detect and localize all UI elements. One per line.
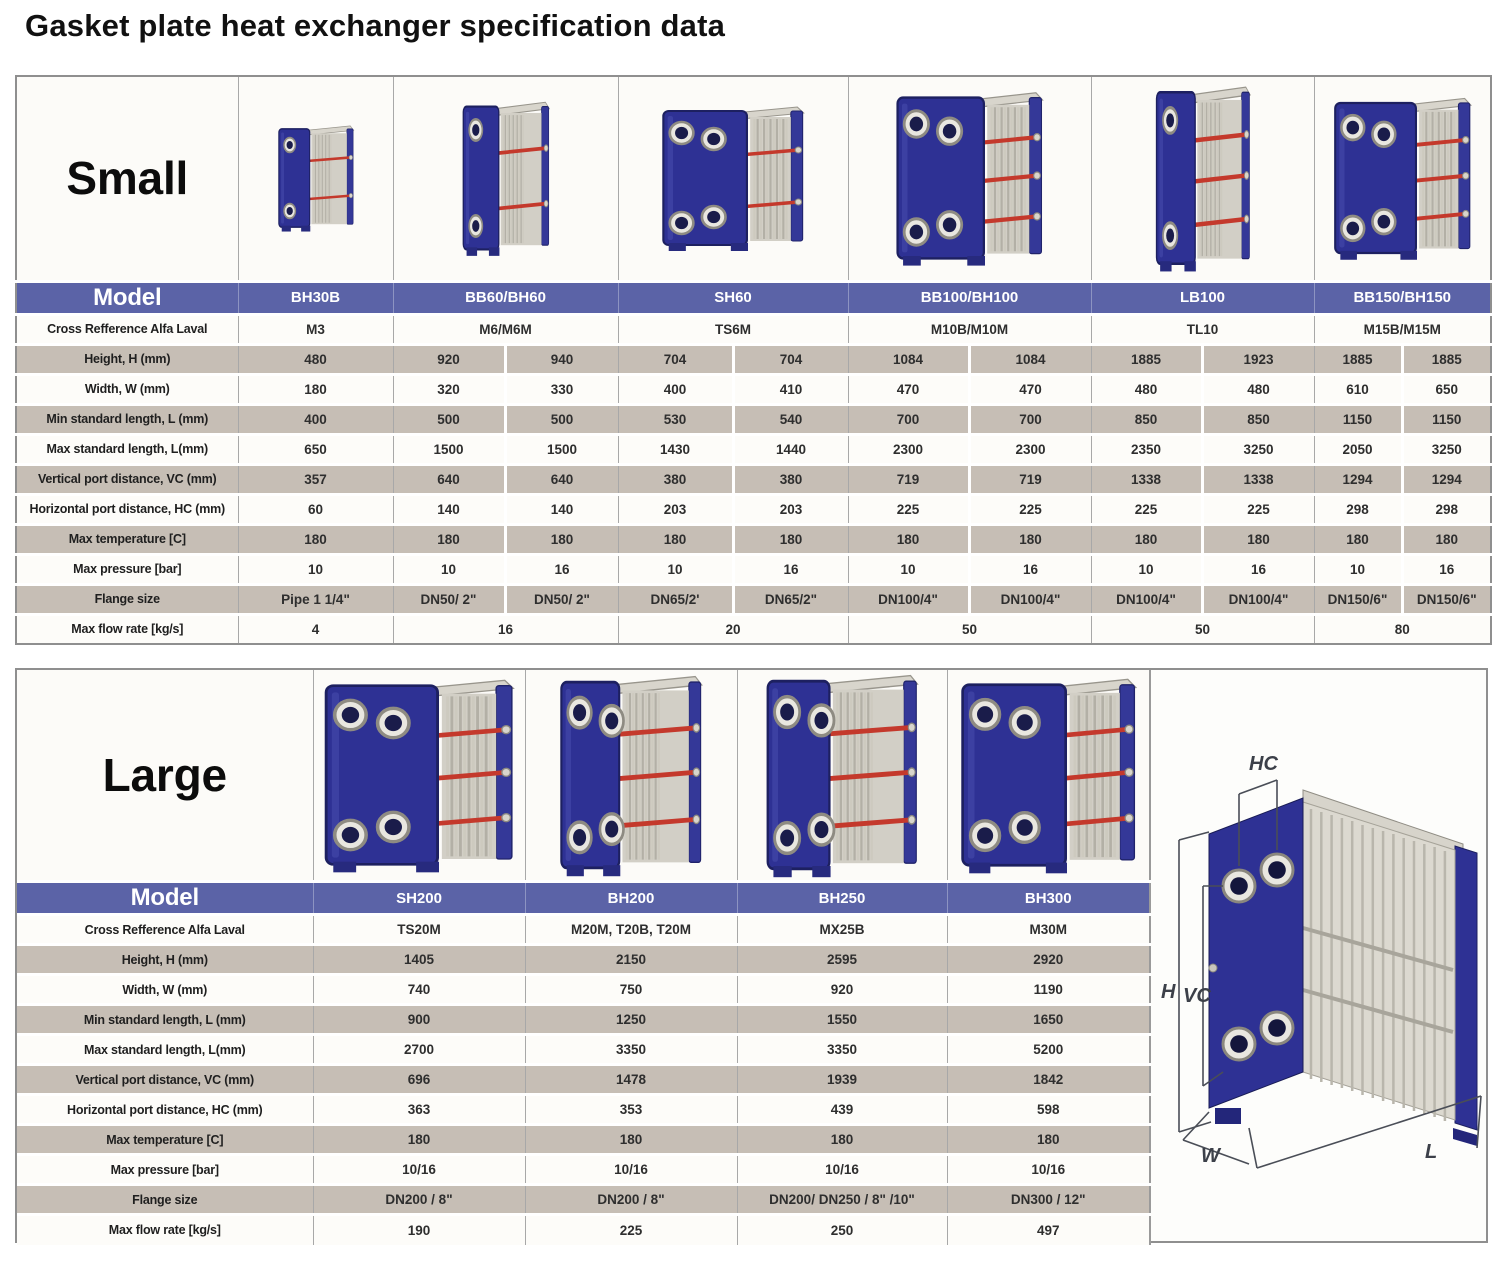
spec-row [17, 1035, 1150, 1065]
spec-value: 480 [1091, 374, 1202, 404]
row-label: Horizontal port distance, HC (mm) [16, 494, 238, 524]
spec-value: 1430 [618, 434, 733, 464]
spec-value: 225 [848, 494, 969, 524]
spec-value: 5200 [947, 1035, 1150, 1065]
spec-value: 719 [969, 464, 1091, 494]
spec-row [16, 374, 1491, 404]
spec-value: 500 [393, 404, 505, 434]
spec-value: 10 [238, 554, 393, 584]
spec-value: 10/16 [947, 1155, 1150, 1185]
spec-value: 400 [618, 374, 733, 404]
row-label: Max temperature [C] [17, 1125, 313, 1155]
product-photo-BH30B [238, 76, 393, 281]
spec-value: 640 [505, 464, 618, 494]
spec-row [17, 1185, 1150, 1215]
spec-value: 140 [505, 494, 618, 524]
spec-value: 1084 [848, 344, 969, 374]
spec-value: 530 [618, 404, 733, 434]
small-spec-table [15, 75, 1492, 645]
spec-value: 470 [969, 374, 1091, 404]
spec-value: 920 [737, 975, 947, 1005]
diagram-label-l: L [1424, 1140, 1437, 1163]
heat-exchanger-illustration [1153, 82, 1253, 274]
spec-value: 598 [947, 1095, 1150, 1125]
spec-value: 497 [947, 1215, 1150, 1245]
spec-value: 2920 [947, 945, 1150, 975]
spec-value: 10 [1314, 554, 1402, 584]
spec-value: 3350 [737, 1035, 947, 1065]
spec-value: 850 [1202, 404, 1314, 434]
spec-row [16, 524, 1491, 554]
spec-value: 2300 [848, 434, 969, 464]
row-label: Max pressure [bar] [17, 1155, 313, 1185]
diagram-label-w: W [1200, 1144, 1220, 1167]
spec-value: DN150/6" [1314, 584, 1402, 614]
row-label: Max temperature [C] [16, 524, 238, 554]
row-label: Width, W (mm) [16, 374, 238, 404]
spec-value: 1885 [1314, 344, 1402, 374]
spec-value: 1923 [1202, 344, 1314, 374]
product-photo-BH300 [947, 670, 1150, 882]
spec-value: 298 [1314, 494, 1402, 524]
large-section [15, 668, 1488, 1243]
spec-value: 180 [238, 524, 393, 554]
heat-exchanger-illustration [892, 88, 1047, 268]
model-header: BH200 [525, 882, 737, 915]
row-label: Horizontal port distance, HC (mm) [17, 1095, 313, 1125]
spec-value: 180 [505, 524, 618, 554]
row-label: Min standard length, L (mm) [16, 404, 238, 434]
spec-value: 16 [969, 554, 1091, 584]
spec-value: 1294 [1314, 464, 1402, 494]
spec-value: 610 [1314, 374, 1402, 404]
dimension-diagram [1151, 670, 1486, 1241]
spec-value: 330 [505, 374, 618, 404]
model-header: BB60/BH60 [393, 281, 618, 314]
spec-value: 1842 [947, 1065, 1150, 1095]
spec-row [16, 404, 1491, 434]
spec-value: 1150 [1314, 404, 1402, 434]
spec-value: 10/16 [525, 1155, 737, 1185]
spec-value: 3250 [1402, 434, 1491, 464]
spec-value: DN65/2" [733, 584, 848, 614]
spec-value: 1500 [393, 434, 505, 464]
spec-value: M20M, T20B, T20M [525, 915, 737, 945]
spec-row [16, 614, 1491, 644]
product-photo-BB100/BH100 [848, 76, 1091, 281]
spec-value: 320 [393, 374, 505, 404]
row-label: Max standard length, L(mm) [17, 1035, 313, 1065]
spec-value: 50 [848, 614, 1091, 644]
spec-value: 1294 [1402, 464, 1491, 494]
spec-value: 704 [618, 344, 733, 374]
spec-row [16, 314, 1491, 344]
spec-value: 1500 [505, 434, 618, 464]
spec-value: DN65/2' [618, 584, 733, 614]
spec-value: 2300 [969, 434, 1091, 464]
spec-value: 439 [737, 1095, 947, 1125]
spec-value: 740 [313, 975, 525, 1005]
spec-value: 1939 [737, 1065, 947, 1095]
spec-value: 410 [733, 374, 848, 404]
spec-value: 16 [505, 554, 618, 584]
spec-row [16, 344, 1491, 374]
spec-value: 180 [525, 1125, 737, 1155]
heat-exchanger-illustration [319, 675, 519, 875]
row-label: Max flow rate [kg/s] [17, 1215, 313, 1245]
spec-value: 2150 [525, 945, 737, 975]
row-label: Max flow rate [kg/s] [16, 614, 238, 644]
heat-exchanger-illustration [556, 671, 706, 879]
spec-value: 1478 [525, 1065, 737, 1095]
model-header: LB100 [1091, 281, 1314, 314]
spec-value: 719 [848, 464, 969, 494]
spec-row [17, 975, 1150, 1005]
model-header-row [17, 882, 1150, 915]
dimension-diagram-svg [1153, 740, 1485, 1172]
spec-value: 1550 [737, 1005, 947, 1035]
spec-value: 203 [733, 494, 848, 524]
row-label: Flange size [16, 584, 238, 614]
product-photo-row [16, 76, 1491, 281]
spec-value: 750 [525, 975, 737, 1005]
spec-value: M15B/M15M [1314, 314, 1491, 344]
spec-value: 10 [848, 554, 969, 584]
spec-value: 1150 [1402, 404, 1491, 434]
page-title: Gasket plate heat exchanger specification data [25, 8, 726, 43]
product-photo-row [17, 670, 1150, 882]
spec-row [17, 1005, 1150, 1035]
diagram-label-vc: VC [1182, 984, 1211, 1007]
spec-value: 50 [1091, 614, 1314, 644]
model-header: BH250 [737, 882, 947, 915]
spec-value: 140 [393, 494, 505, 524]
spec-value: 16 [733, 554, 848, 584]
spec-value: 696 [313, 1065, 525, 1095]
spec-value: 470 [848, 374, 969, 404]
spec-value: 180 [969, 524, 1091, 554]
spec-value: DN50/ 2" [393, 584, 505, 614]
spec-row [16, 464, 1491, 494]
section-label-small: Small [16, 76, 238, 281]
spec-value: 10 [618, 554, 733, 584]
row-label: Flange size [17, 1185, 313, 1215]
large-spec-table [17, 670, 1151, 1245]
spec-value: M6/M6M [393, 314, 618, 344]
spec-value: 16 [1402, 554, 1491, 584]
model-header: BH30B [238, 281, 393, 314]
spec-value: 1338 [1202, 464, 1314, 494]
spec-value: 1405 [313, 945, 525, 975]
spec-row [17, 1125, 1150, 1155]
heat-exchanger-illustration [1330, 94, 1475, 262]
spec-value: 16 [1202, 554, 1314, 584]
spec-value: 1338 [1091, 464, 1202, 494]
spec-value: M3 [238, 314, 393, 344]
spec-value: 2595 [737, 945, 947, 975]
spec-value: 180 [1202, 524, 1314, 554]
spec-value: DN200/ DN250 / 8" /10" [737, 1185, 947, 1215]
spec-value: DN50/ 2" [505, 584, 618, 614]
spec-value: 1440 [733, 434, 848, 464]
row-label: Height, H (mm) [16, 344, 238, 374]
spec-value: 650 [238, 434, 393, 464]
spec-value: 700 [969, 404, 1091, 434]
spec-value: 180 [313, 1125, 525, 1155]
heat-exchanger-illustration [956, 674, 1141, 876]
spec-value: TL10 [1091, 314, 1314, 344]
spec-row [16, 494, 1491, 524]
spec-value: 480 [238, 344, 393, 374]
product-photo-BH250 [737, 670, 947, 882]
spec-value: 190 [313, 1215, 525, 1245]
spec-row [16, 584, 1491, 614]
spec-value: 180 [1091, 524, 1202, 554]
section-label-large: Large [17, 670, 313, 882]
spec-value: 1650 [947, 1005, 1150, 1035]
model-header: BB100/BH100 [848, 281, 1091, 314]
model-header: SH200 [313, 882, 525, 915]
row-label: Height, H (mm) [17, 945, 313, 975]
spec-value: DN100/4" [1091, 584, 1202, 614]
spec-value: 1084 [969, 344, 1091, 374]
spec-value: 1250 [525, 1005, 737, 1035]
spec-value: 250 [737, 1215, 947, 1245]
spec-value: TS20M [313, 915, 525, 945]
heat-exchanger-illustration [658, 103, 808, 253]
spec-row [17, 1155, 1150, 1185]
spec-row [17, 915, 1150, 945]
row-label: Width, W (mm) [17, 975, 313, 1005]
spec-value: 10/16 [737, 1155, 947, 1185]
spec-value: 1885 [1402, 344, 1491, 374]
spec-value: DN100/4" [1202, 584, 1314, 614]
model-header-row [16, 281, 1491, 314]
spec-value: 704 [733, 344, 848, 374]
spec-value: 4 [238, 614, 393, 644]
row-label: Vertical port distance, VC (mm) [17, 1065, 313, 1095]
spec-value: 10 [1091, 554, 1202, 584]
product-photo-BH200 [525, 670, 737, 882]
spec-value: 180 [238, 374, 393, 404]
spec-value: 180 [947, 1125, 1150, 1155]
spec-value: TS6M [618, 314, 848, 344]
spec-value: DN150/6" [1402, 584, 1491, 614]
spec-value: 2700 [313, 1035, 525, 1065]
spec-value: MX25B [737, 915, 947, 945]
spec-value: 400 [238, 404, 393, 434]
spec-value: 225 [1202, 494, 1314, 524]
spec-row [17, 1065, 1150, 1095]
spec-value: 380 [733, 464, 848, 494]
row-label: Min standard length, L (mm) [17, 1005, 313, 1035]
spec-value: 500 [505, 404, 618, 434]
spec-value: 10 [393, 554, 505, 584]
spec-value: 16 [393, 614, 618, 644]
heat-exchanger-illustration [460, 98, 552, 258]
product-photo-BB150/BH150 [1314, 76, 1491, 281]
spec-value: 180 [618, 524, 733, 554]
spec-value: 380 [618, 464, 733, 494]
model-row-label: Model [16, 281, 238, 314]
row-label: Cross Refference Alfa Laval [16, 314, 238, 344]
spec-value: 900 [313, 1005, 525, 1035]
row-label: Max pressure [bar] [16, 554, 238, 584]
model-header: SH60 [618, 281, 848, 314]
spec-value: 20 [618, 614, 848, 644]
spec-value: M10B/M10M [848, 314, 1091, 344]
spec-value: 540 [733, 404, 848, 434]
diagram-label-hc: HC [1248, 752, 1278, 775]
spec-value: DN200 / 8" [313, 1185, 525, 1215]
spec-row [16, 554, 1491, 584]
spec-value: 203 [618, 494, 733, 524]
spec-value: DN300 / 12" [947, 1185, 1150, 1215]
spec-value: 180 [393, 524, 505, 554]
row-label: Vertical port distance, VC (mm) [16, 464, 238, 494]
row-label: Max standard length, L(mm) [16, 434, 238, 464]
product-photo-BB60/BH60 [393, 76, 618, 281]
spec-value: 640 [393, 464, 505, 494]
heat-exchanger-illustration [762, 670, 922, 880]
spec-value: 920 [393, 344, 505, 374]
spec-value: 225 [969, 494, 1091, 524]
spec-value: 60 [238, 494, 393, 524]
spec-value: 1190 [947, 975, 1150, 1005]
spec-value: 940 [505, 344, 618, 374]
spec-value: 2350 [1091, 434, 1202, 464]
spec-value: 180 [848, 524, 969, 554]
diagram-label-h: H [1160, 980, 1175, 1003]
spec-row [16, 434, 1491, 464]
spec-value: 180 [1314, 524, 1402, 554]
product-photo-SH200 [313, 670, 525, 882]
spec-value: 80 [1314, 614, 1491, 644]
spec-value: 10/16 [313, 1155, 525, 1185]
product-photo-SH60 [618, 76, 848, 281]
spec-value: 480 [1202, 374, 1314, 404]
product-photo-LB100 [1091, 76, 1314, 281]
spec-value: DN200 / 8" [525, 1185, 737, 1215]
spec-value: DN100/4" [969, 584, 1091, 614]
spec-row [17, 1215, 1150, 1245]
spec-value: 298 [1402, 494, 1491, 524]
spec-value: 3250 [1202, 434, 1314, 464]
spec-value: M30M [947, 915, 1150, 945]
spec-value: 357 [238, 464, 393, 494]
spec-value: 180 [733, 524, 848, 554]
spec-value: 180 [737, 1125, 947, 1155]
spec-value: 353 [525, 1095, 737, 1125]
spec-value: DN100/4" [848, 584, 969, 614]
spec-value: 1885 [1091, 344, 1202, 374]
spec-value: 180 [1402, 524, 1491, 554]
model-header: BH300 [947, 882, 1150, 915]
spec-row [17, 1095, 1150, 1125]
model-row-label: Model [17, 882, 313, 915]
row-label: Cross Refference Alfa Laval [17, 915, 313, 945]
spec-value: Pipe 1 1/4" [238, 584, 393, 614]
heat-exchanger-illustration [276, 123, 356, 233]
spec-value: 3350 [525, 1035, 737, 1065]
spec-value: 225 [525, 1215, 737, 1245]
spec-value: 650 [1402, 374, 1491, 404]
model-header: BB150/BH150 [1314, 281, 1491, 314]
spec-value: 850 [1091, 404, 1202, 434]
spec-row [17, 945, 1150, 975]
spec-value: 700 [848, 404, 969, 434]
spec-value: 225 [1091, 494, 1202, 524]
spec-value: 363 [313, 1095, 525, 1125]
spec-value: 2050 [1314, 434, 1402, 464]
